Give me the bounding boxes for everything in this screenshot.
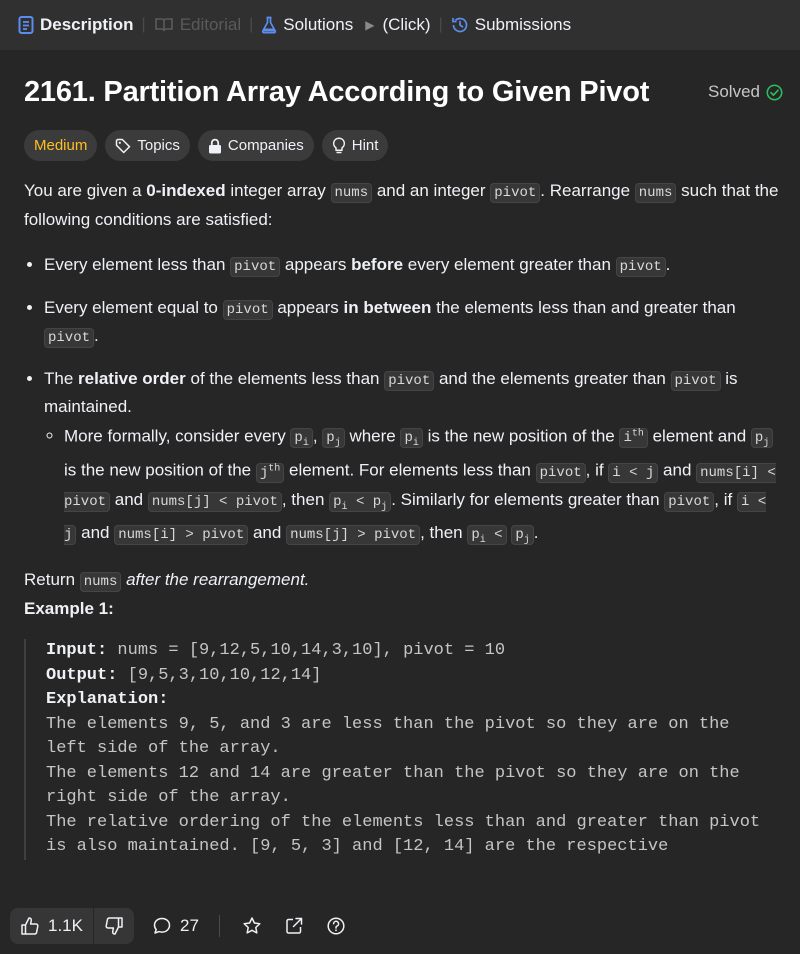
code-nums: nums [331,183,373,203]
example-output-line [46,664,784,689]
code-pivot: pivot [223,300,273,320]
code-pj [322,428,344,448]
text: of the elements less than [185,368,385,388]
text: , then [281,489,330,509]
tab-separator: | [249,16,254,33]
text: where [344,426,401,446]
intro-paragraph [24,178,784,232]
text: p [515,526,524,543]
explanation-label [46,688,784,713]
text: Every element equal to [44,297,223,317]
example-block [24,639,784,860]
tab-solutions-label: Solutions [283,15,354,34]
tab-description[interactable] [18,15,134,35]
code-nums-i-lt: nums[i] < pivot [64,465,776,510]
subscript: j [523,534,530,546]
text: such that the following conditions are satisfied: [24,181,779,229]
text-italic: after the rearrangement. [121,570,310,590]
text: < [485,526,503,543]
code-nums: nums [635,183,677,203]
code-ith [619,428,647,448]
dislike-button[interactable] [94,908,134,944]
question-circle-icon [326,916,346,936]
tag-row [24,130,388,161]
difficulty-badge: Medium [24,130,97,161]
vote-group [10,908,134,944]
thumbs-up-icon [20,916,40,936]
conditions-list [24,252,784,553]
code-pivot: pivot [616,257,666,277]
text: element. For elements less than [284,461,536,481]
bottom-action-bar [0,898,800,954]
history-icon [451,16,469,34]
tab-bar [0,0,800,50]
tab-submissions-label: Submissions [474,15,572,34]
subscript: j [763,437,770,449]
text: More formally, consider every [64,426,291,446]
explanation-line: right side of the array. [46,788,291,808]
explanation-line: left side of the array. [46,739,281,759]
code-pi-lt-pj [329,492,391,512]
explanation-line: The relative ordering of the elements less than and greater than pivot [46,812,761,832]
topics-button[interactable] [105,130,190,161]
code-pivot: pivot [44,328,94,348]
text: every element greater than [403,255,616,274]
text-bold: before [351,255,404,274]
code-pivot: pivot [384,371,434,391]
text: and an integer [372,181,491,200]
text: p [404,430,413,447]
code-nums-j-lt: nums[j] < pivot [148,492,282,512]
text: p [471,526,480,543]
text: , if [714,489,737,509]
lock-icon [208,138,222,154]
code-nums-i-gt: nums[i] > pivot [114,525,248,545]
code-i-lt-j: i < j [64,493,767,543]
text: < [347,493,373,510]
text: appears [280,255,352,274]
explanation-line: The elements 12 and 14 are greater than the pivot so they are on the [46,763,740,783]
code-pj [511,525,533,545]
list-item: ◦ More formally, consider every $p_i$ , $p_j$ where $p_i$ is the new position of the $i^{th}$ element and $p_j$ is the new position of the $j^{th}$ element. For elements less than pivot , if i < j and nums[i] < pivot and nums[j] < pivot , then $p_i < p_j$ . Similarly for elements greater than pivot , if i < j and nums[i] > pivot and nums[j] > pivot , then $p_i < p_j$ . [64,422,784,554]
star-icon [242,916,262,936]
tab-separator: | [141,16,146,33]
text: p [333,493,342,510]
subscript: i [412,437,419,449]
text: integer array [225,181,331,200]
input-label: Input: [46,641,108,661]
text: p [294,430,303,447]
comment-count: 27 [179,916,199,935]
code-pivot: pivot [490,183,540,203]
play-icon: ▶ [365,18,375,32]
text: is maintained. [44,368,738,416]
example-input-line [46,639,784,664]
output-value: [9,5,3,10,10,12,14] [117,665,322,685]
problem-title[interactable]: 2161. Partition Array According to Given Pivot [24,76,650,108]
text: is the new position of the [64,461,256,481]
superscript: th [631,428,644,440]
help-button[interactable] [326,916,346,936]
book-icon [154,17,174,33]
text: Every element less than [44,255,231,274]
code-jth [256,463,284,483]
code-pivot: pivot [536,463,586,483]
text-bold: 0-indexed [146,181,226,200]
text: and [110,489,148,509]
return-paragraph [24,567,784,596]
lightbulb-icon [332,137,346,154]
divider [219,915,220,937]
code-pi [290,428,312,448]
text-bold: in between [343,297,432,317]
code-pi [400,428,422,448]
text: the elements less than and greater than [431,297,736,317]
subscript: j [381,501,388,513]
thumbs-down-icon [104,916,124,936]
tab-description-label: Description [40,15,134,34]
tab-separator: | [438,16,443,33]
tab-click[interactable] [365,15,430,35]
subscript: i [302,437,309,449]
hint-label: Hint [351,137,379,154]
text: j [259,465,269,482]
input-value: nums = [9,12,5,10,14,3,10], pivot = 10 [107,641,506,661]
text: is the new position of the [422,426,620,446]
text: appears [272,297,344,317]
tab-submissions[interactable] [451,15,571,35]
like-count: 1.1K [48,916,83,935]
text: . Rearrange [540,181,635,200]
code-i-lt-j: i < j [608,463,658,483]
list-item [44,366,784,554]
subscript: j [334,437,341,449]
text: p [326,430,335,447]
text: Return [24,570,80,590]
output-label: Output: [46,665,118,685]
text: p [372,493,382,510]
description-icon [18,16,34,34]
text: element and [647,426,751,446]
check-circle-icon [766,84,783,101]
favorite-button[interactable] [242,916,262,936]
text: p [754,430,764,447]
code-nums-j-gt: nums[j] > pivot [286,525,420,545]
comments-button[interactable] [152,916,199,936]
explanation-line: is also maintained. [9, 5, 3] and [12, 14] are the respective [46,837,669,857]
list-item: • Every element less than pivot appears before every element greater than pivot . [44,252,784,281]
topics-label: Topics [137,137,180,154]
companies-label: Companies [227,137,304,154]
companies-button[interactable] [198,130,314,161]
solved-label: Solved [708,82,760,101]
example-heading: Example 1: [24,598,114,618]
code-pj [751,428,773,448]
comment-icon [152,916,172,936]
code-pi-lt [467,525,506,545]
problem-description [24,178,784,860]
text: and [76,522,115,542]
subscript: i [341,501,348,513]
list-item: • Every element equal to pivot appears in between the elements less than and greater than pivot . [44,295,784,352]
solved-status [708,82,783,102]
subscript: i [479,534,486,546]
hint-button[interactable] [322,130,389,161]
text: and [248,522,287,542]
superscript: th [268,463,281,475]
text: , then [420,522,468,542]
code-pivot: pivot [671,371,721,391]
text: , if [585,461,609,481]
code-pivot: pivot [230,257,280,277]
tab-solutions[interactable] [261,15,353,35]
text: The [44,368,79,388]
tab-click-label: (Click) [382,15,431,34]
code-pivot: pivot [664,492,714,512]
sub-list [44,422,784,554]
description-panel [0,50,800,954]
tab-editorial[interactable] [154,15,241,35]
tab-editorial-label: Editorial [179,15,242,34]
external-link-icon [284,916,304,936]
text: , [312,426,323,446]
text: and the elements greater than [434,368,671,388]
explanation-line: The elements 9, 5, and 3 are less than the pivot so they are on the [46,714,730,734]
code-nums: nums [80,572,122,592]
share-button[interactable] [284,916,304,936]
text: . Similarly for elements greater than [391,489,665,509]
text: and [658,461,697,481]
flask-icon [261,16,277,34]
like-button[interactable] [10,908,93,944]
text-bold: Explanation: [46,690,169,710]
tag-icon [115,138,131,154]
text-bold: relative order [78,368,186,388]
text: You are given a [24,181,147,200]
text: i [623,430,632,447]
